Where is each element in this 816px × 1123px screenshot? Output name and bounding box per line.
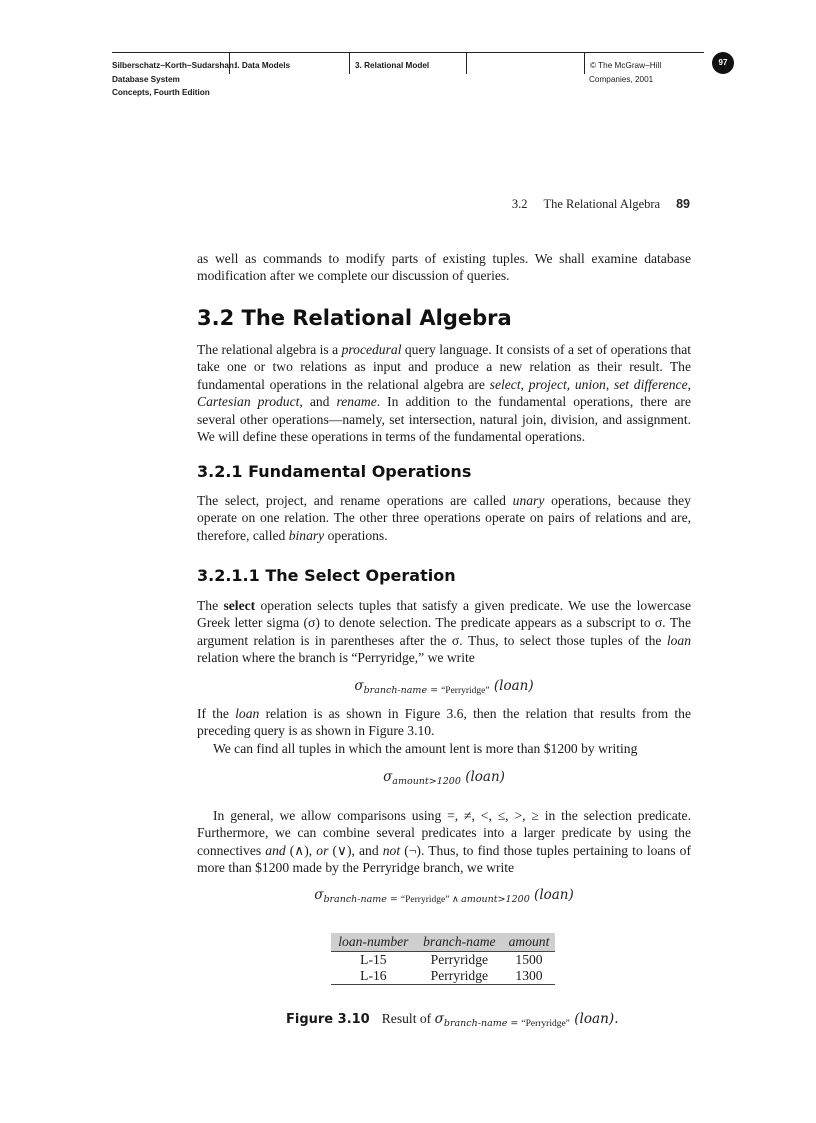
text-run: In general, we allow comparisons using =, ≠, <, ≤, >, ≥ in the selection predicate. Furthermore, we can combine several predicates into a larger predicate by using the connectives — [197, 808, 691, 858]
subsection-heading: 3.2.1 Fundamental Operations — [197, 462, 472, 481]
header-publisher: © The McGraw−Hill — [584, 52, 661, 74]
bold-select: select — [223, 598, 256, 613]
text-run: query language. It consists of a set of operations that take one or two relations as input and produce a new relation as their result. The fundamental operations in the relational algebra are — [197, 342, 692, 392]
emph-binary: binary — [288, 527, 325, 543]
text-run: (∨), and — [328, 842, 383, 858]
text-run: The select, project, and rename operations are called — [197, 493, 513, 508]
emph-not: not — [382, 842, 401, 858]
emph-or: or — [316, 842, 329, 858]
running-head-section: 3.2 — [511, 197, 528, 211]
emph-and: and — [265, 842, 286, 858]
running-head — [512, 197, 690, 212]
text-run: operations. — [324, 527, 388, 543]
sigma-symbol: σ — [434, 1011, 444, 1027]
comparison-paragraph — [197, 807, 691, 877]
emph-set-difference: set difference — [613, 376, 688, 392]
figure-caption — [286, 1011, 619, 1029]
section-heading: 3.2 The Relational Algebra — [197, 306, 512, 330]
equation-3 — [197, 887, 691, 905]
caption-text: Result of — [381, 1011, 435, 1026]
header-part: I. Data Models — [229, 52, 290, 74]
table-cell: Perryridge — [416, 968, 503, 985]
text-run: operations, because they operate on one relation. The other three operations operate on pairs of relations and are, therefore, called — [197, 493, 691, 543]
subsubsection-heading: 3.2.1.1 The Select Operation — [197, 566, 456, 585]
table-row — [331, 968, 555, 985]
text-run: and — [302, 394, 337, 410]
header-book-line2: Concepts, Fourth Edition — [112, 87, 210, 97]
text-run: (¬). Thus, to find those tuples pertaining to loans of more than $1200 made by the Perryridge branch, we write — [197, 842, 691, 876]
eq-subscript: amount>1200 — [392, 776, 461, 787]
intro-text: as well as commands to modify parts of existing tuples. We shall examine database modification after we complete our discussion of queries. — [197, 251, 691, 284]
sigma-symbol: σ — [354, 678, 364, 694]
emph-cartesian: Cartesian product, — [197, 394, 303, 410]
equation-1 — [197, 678, 691, 696]
table-header-cell: loan-number — [331, 933, 416, 952]
header-blank-cell — [466, 52, 472, 74]
table-cell: Perryridge — [430, 952, 489, 967]
loan-result-table — [331, 933, 555, 985]
text-run: (∧), — [285, 842, 317, 858]
eq-string: “Perryridge” — [400, 895, 450, 905]
eq-subscript-eq: = — [427, 685, 442, 696]
eq-argument: (loan) — [465, 769, 505, 785]
table-cell: 1300 — [503, 968, 555, 985]
text-run: If the — [197, 706, 236, 721]
figure-reference-paragraph — [197, 705, 691, 757]
header-book-line1: Database System — [112, 75, 180, 84]
table-cell: L-16 — [331, 968, 416, 985]
emph-union: union — [574, 376, 606, 392]
table-cell: 1500 — [515, 952, 543, 967]
text-run: The relational algebra is a — [197, 342, 342, 357]
text-run: The — [197, 598, 224, 613]
running-head-title: The Relational Algebra — [543, 197, 661, 211]
equation-2 — [197, 769, 691, 787]
emph-select: select — [489, 376, 521, 392]
table-cell: L-15 — [360, 952, 387, 967]
caption-subscript: branch-name — [443, 1018, 508, 1029]
emph-loan: loan — [235, 706, 260, 721]
table-header-row — [331, 933, 555, 952]
header-publisher-line2: Companies, 2001 — [589, 75, 654, 84]
header-authors: Silberschatz−Korth−Sudarshan: — [112, 61, 237, 70]
eq-subscript: branch-name — [323, 894, 387, 905]
caption-subscript-eq: = — [507, 1018, 522, 1029]
result-table — [331, 933, 555, 985]
eq-argument: (loan) — [534, 887, 574, 903]
header-book-title — [112, 74, 210, 99]
sigma-symbol: σ — [314, 887, 324, 903]
select-paragraph — [197, 597, 691, 667]
eq-subscript: amount>1200 — [461, 894, 530, 905]
intro-paragraph — [197, 250, 691, 285]
page-number-badge: 97 — [712, 52, 734, 74]
running-head-page: 89 — [676, 197, 690, 211]
amount-paragraph: We can find all tuples in which the amount lent is more than $1200 by writing — [213, 740, 638, 756]
subsection-paragraph — [197, 492, 691, 544]
figure-label: Figure 3.10 — [286, 1012, 370, 1027]
text-run: . In addition to the fundamental operations, there are several other operations—namely, set intersection, natural join, division, and assignment. We will define these operations in terms of the fundamental operations. — [197, 394, 691, 445]
section-paragraph: The relational algebra is a procedural query language. It consists of a set of operations that take one or two relations as input and produce a new relation as their result. The fundamental operations in the relational algebra are select, project, union, set difference, Cartesian product, and rename. In addition to the fundamental operations, there are several other operations—namely, set intersection, natural join, division, and assignment. We will define these operations in terms of the fundamental operations. — [197, 342, 692, 445]
caption-argument: (loan). — [574, 1011, 619, 1027]
eq-argument: (loan) — [493, 678, 534, 694]
table-header-cell: branch-name — [416, 933, 503, 952]
table-header-cell: amount — [503, 933, 555, 952]
emph-project: project — [528, 376, 567, 392]
emph-unary: unary — [512, 493, 545, 508]
text-run: operation selects tuples that satisfy a given predicate. We use the lowercase Greek letter sigma (σ) to denote selection. The predicate appears as a subscript to σ. The argument relation is in parentheses after the σ. Thus, to select those tuples of the — [197, 598, 691, 648]
text-run: relation where the branch is “Perryridge,” we write — [197, 650, 475, 666]
emph-procedural: procedural — [341, 342, 402, 357]
header-chapter: 3. Relational Model — [349, 52, 429, 74]
table-row — [331, 952, 555, 969]
eq-subscript: branch-name — [363, 685, 428, 696]
text-run: relation is as shown in Figure 3.6, then the relation that results from the preceding query is as shown in Figure 3.10. — [197, 706, 691, 739]
emph-loan: loan — [666, 632, 691, 648]
caption-string: “Perryridge” — [521, 1019, 570, 1029]
eq-subscript-eq: = — [386, 894, 401, 905]
sigma-symbol: σ — [383, 769, 393, 785]
emph-rename: rename — [336, 394, 377, 410]
eq-and-symbol: ∧ — [449, 895, 462, 905]
book-header — [112, 50, 704, 98]
eq-string: “Perryridge” — [441, 686, 490, 696]
